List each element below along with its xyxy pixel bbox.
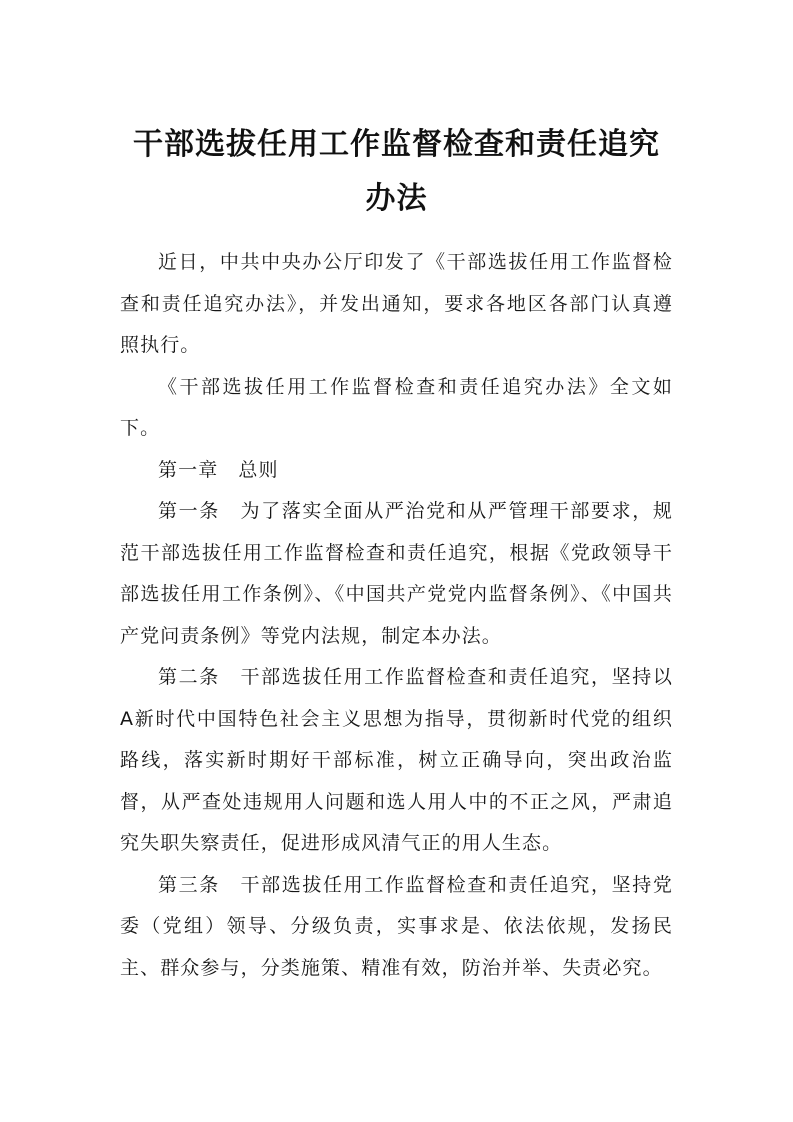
article-2: 第二条 干部选拔任用工作监督检查和责任追究，坚持以A新时代中国特色社会主义思想为指导，贯彻新时代党的组织路线，落实新时期好干部标准，树立正确导向，突出政治监督，从严查处违规用人问题和选人用人中的不正之风，严肃追究失职失察责任，促进形成风清气正的用人生态。 bbox=[120, 666, 673, 854]
chapter-heading: 第一章 总则 bbox=[158, 458, 279, 481]
document-title: 干部选拔任用工作监督检查和责任追究办法 bbox=[133, 127, 660, 216]
article-3: 第三条 干部选拔任用工作监督检查和责任追究，坚持党委（党组）领导、分级负责，实事求是、依法依规，发扬民主、群众参与，分类施策、精准有效，防治并举、失责必究。 bbox=[120, 873, 673, 979]
paragraph-intro: 近日，中共中央办公厅印发了《干部选拔任用工作监督检查和责任追究办法》，并发出通知，要求各地区各部门认真遵照执行。 bbox=[120, 251, 673, 356]
paragraph-fulltext-note: 《干部选拔任用工作监督检查和责任追究办法》全文如下。 bbox=[120, 375, 673, 439]
document-body bbox=[120, 242, 673, 989]
article-1: 第一条 为了落实全面从严治党和从严管理干部要求，规范干部选拔任用工作监督检查和责任追究，根据《党政领导干部选拔任用工作条例》、《中国共产党党内监督条例》、《中国共产党问责条例》等党内法规，制定本办法。 bbox=[120, 500, 673, 647]
